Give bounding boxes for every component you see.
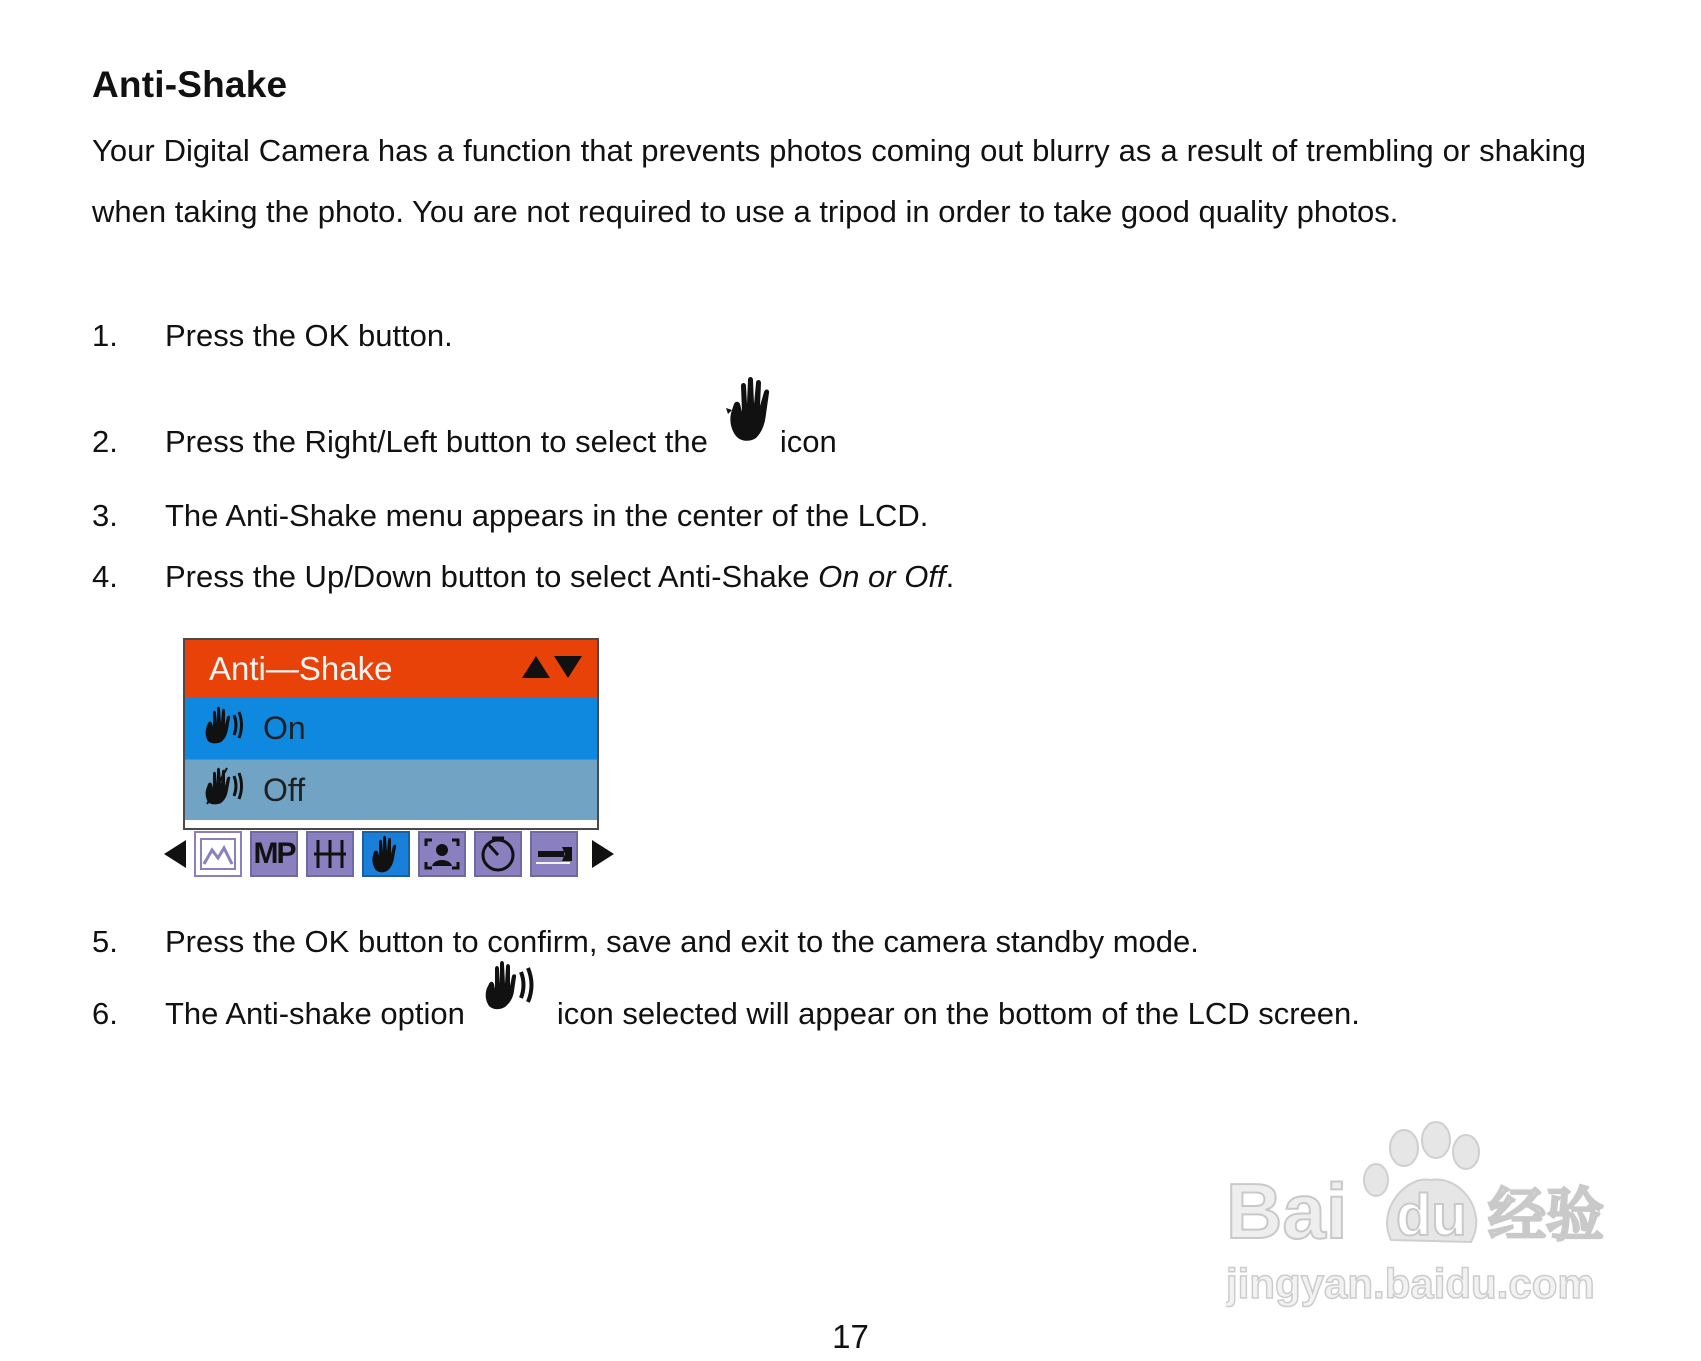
portrait-icon (418, 831, 466, 877)
svg-text:jingyan.baidu.com: jingyan.baidu.com (1226, 1260, 1595, 1307)
lcd-menu-header (185, 640, 597, 698)
step-text: Press the OK button to confirm, save and exit to the camera standby mode. (165, 924, 1199, 959)
megapixel-label: MP (253, 837, 295, 870)
step-3 (92, 496, 928, 536)
section-title: Anti-Shake (92, 64, 288, 105)
step-number: 4. (92, 559, 118, 594)
step-4 (92, 557, 954, 597)
hand-icon (726, 374, 780, 452)
scene-icon (194, 831, 242, 877)
step-5 (92, 922, 1199, 962)
step-text: Press the Right/Left button to select the (165, 424, 708, 459)
anti-shake-off-icon (203, 766, 247, 814)
lcd-option-off[interactable] (185, 759, 597, 820)
step-text-italic: On or Off (818, 559, 946, 594)
svg-text:du: du (1396, 1183, 1467, 1248)
step-text: The Anti-shake option (165, 996, 465, 1031)
lcd-icon-toolbar (162, 831, 616, 877)
step-number: 3. (92, 498, 118, 533)
up-down-arrows (521, 654, 583, 680)
step-text: Press the OK button. (165, 318, 453, 353)
lcd-option-label: Off (263, 771, 306, 808)
baidu-watermark-logo (1226, 1120, 1626, 1320)
lcd-option-on[interactable] (185, 698, 597, 759)
setup-wrench-icon (530, 831, 578, 877)
step-number: 2. (92, 424, 118, 459)
step-text-after-icon: icon selected will appear on the bottom of the LCD screen. (556, 996, 1360, 1031)
anti-shake-on-icon (483, 960, 539, 1018)
step-text-main: Press the Up/Down button to select Anti-Shake (165, 559, 819, 594)
lcd-option-label: On (263, 710, 306, 746)
hand-icon (362, 831, 410, 877)
step-text (165, 559, 954, 595)
step-number: 1. (92, 318, 118, 353)
lcd-menu-title: Anti—Shake (209, 650, 393, 687)
intro-paragraph: Your Digital Camera has a function that prevents photos coming out blurry as a result of trembling or shaking when taking the photo. You are not required to use a tripod in order to take good quality photos. (92, 133, 1586, 229)
self-timer-icon (474, 831, 522, 877)
step-number: 6. (92, 996, 118, 1031)
right-arrow-icon (590, 838, 616, 870)
step-1 (92, 316, 453, 356)
step-text: The Anti-Shake menu appears in the center of the LCD. (165, 498, 929, 533)
step-6 (92, 966, 1360, 1046)
page-number: 17 (832, 1318, 869, 1355)
triangle-down-icon (553, 654, 583, 680)
triangle-up-icon (521, 654, 551, 680)
white-balance-icon (306, 831, 354, 877)
left-arrow-icon (162, 838, 188, 870)
megapixel-icon (250, 831, 298, 877)
step-text-after-icon: icon (779, 424, 837, 459)
lcd-anti-shake-menu (183, 638, 599, 830)
svg-text:经验: 经验 (1488, 1181, 1605, 1249)
svg-text:Bai: Bai (1226, 1167, 1348, 1255)
anti-shake-on-icon (203, 705, 247, 753)
step-2 (92, 380, 837, 476)
step-number: 5. (92, 924, 118, 959)
step-text-end: . (945, 559, 955, 594)
